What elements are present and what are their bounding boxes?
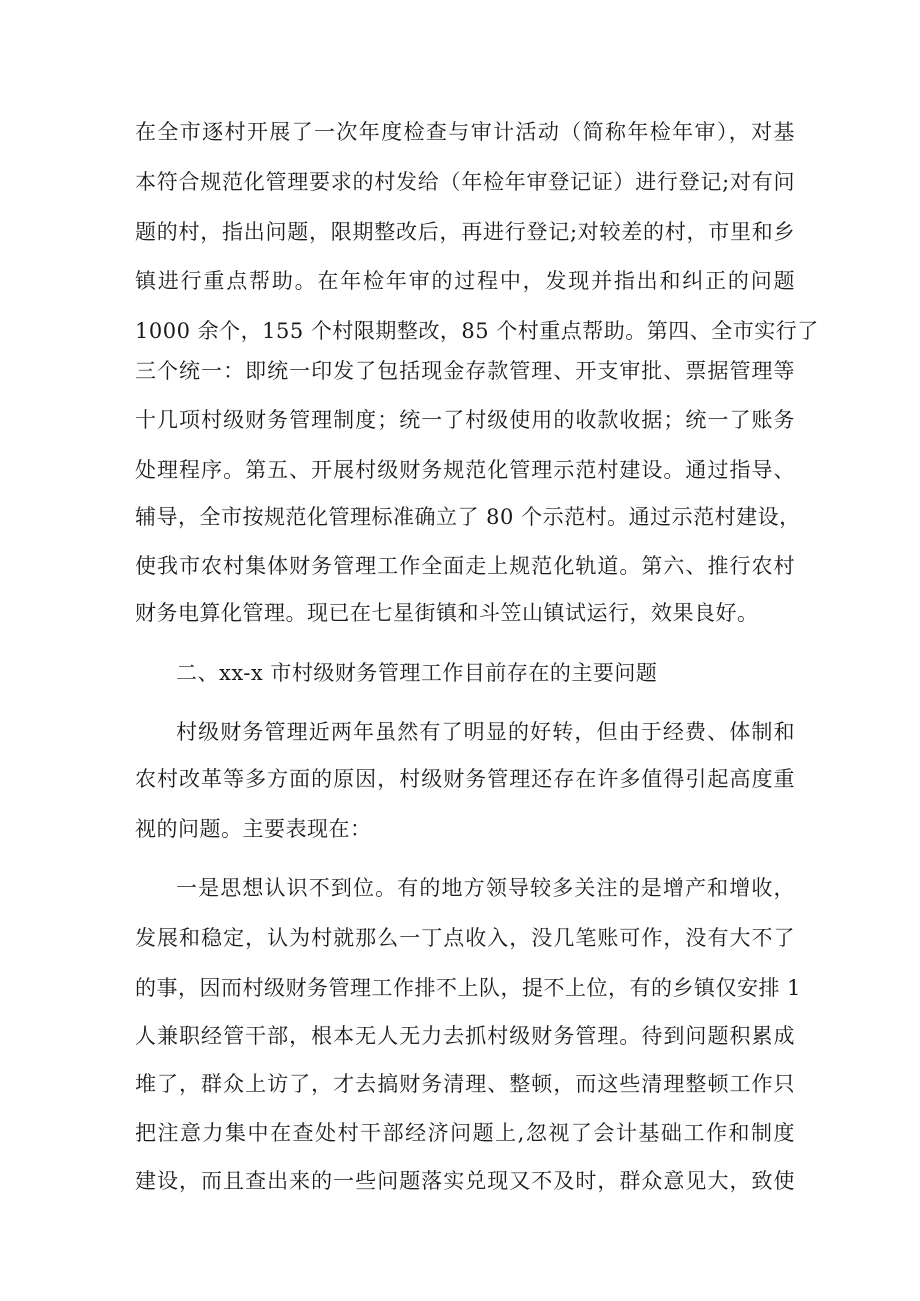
section-heading: 二、xx-x 市村级财务管理工作目前存在的主要问题 — [176, 661, 658, 685]
text-line: 在全市逐村开展了一次年度检查与审计活动（简称年检年审），对基 — [135, 120, 795, 144]
text-line: 视的问题。主要表现在： — [135, 817, 372, 841]
text-line: 三个统一：即统一印发了包括现金存款管理、开支审批、票据管理等 — [135, 359, 795, 383]
text-line: 一是思想认识不到位。有的地方领导较多关注的是增产和增收， — [176, 876, 795, 900]
text-line: 建设，而且查出来的一些问题落实兑现又不及时，群众意见大，致使 — [135, 1169, 795, 1193]
text-line: 处理程序。第五、开展村级财务规范化管理示范村建设。通过指导、 — [135, 458, 795, 482]
text-line: 村级财务管理近两年虽然有了明显的好转，但由于经费、体制和 — [176, 720, 795, 744]
text-line: 把注意力集中在查处村干部经济问题上,忽视了会计基础工作和制度 — [135, 1121, 795, 1145]
text-line: 本符合规范化管理要求的村发给（年检年审登记证）进行登记;对有问 — [135, 170, 795, 194]
text-line: 农村改革等多方面的原因，村级财务管理还存在许多值得引起高度重 — [135, 767, 795, 791]
text-line: 发展和稳定，认为村就那么一丁点收入，没几笔账可作，没有大不了 — [135, 926, 795, 950]
text-line: 使我市农村集体财务管理工作全面走上规范化轨道。第六、推行农村 — [135, 554, 795, 578]
text-line: 堆了，群众上访了，才去搞财务清理、整顿，而这些清理整顿工作只 — [135, 1072, 795, 1096]
text-line: 的事，因而村级财务管理工作排不上队，提不上位，有的乡镇仅安排 1 — [135, 976, 802, 1000]
text-line: 人兼职经管干部，根本无人无力去抓村级财务管理。待到问题积累成 — [135, 1024, 795, 1048]
text-line: 辅导，全市按规范化管理标准确立了 80 个示范村。通过示范村建设， — [135, 505, 801, 529]
text-line: 题的村，指出问题，限期整改后，再进行登记;对较差的村，市里和乡 — [135, 220, 795, 244]
text-line: 财务电算化管理。现已在七星街镇和斗笠山镇试运行，效果良好。 — [135, 601, 759, 625]
text-line: 镇进行重点帮助。在年检年审的过程中，发现并指出和纠正的问题 — [135, 269, 795, 293]
text-line: 1000 余个，155 个村限期整改，85 个村重点帮助。第四、全市实行了 — [135, 319, 819, 343]
text-line: 十几项村级财务管理制度；统一了村级使用的收款收据；统一了账务 — [135, 408, 795, 432]
